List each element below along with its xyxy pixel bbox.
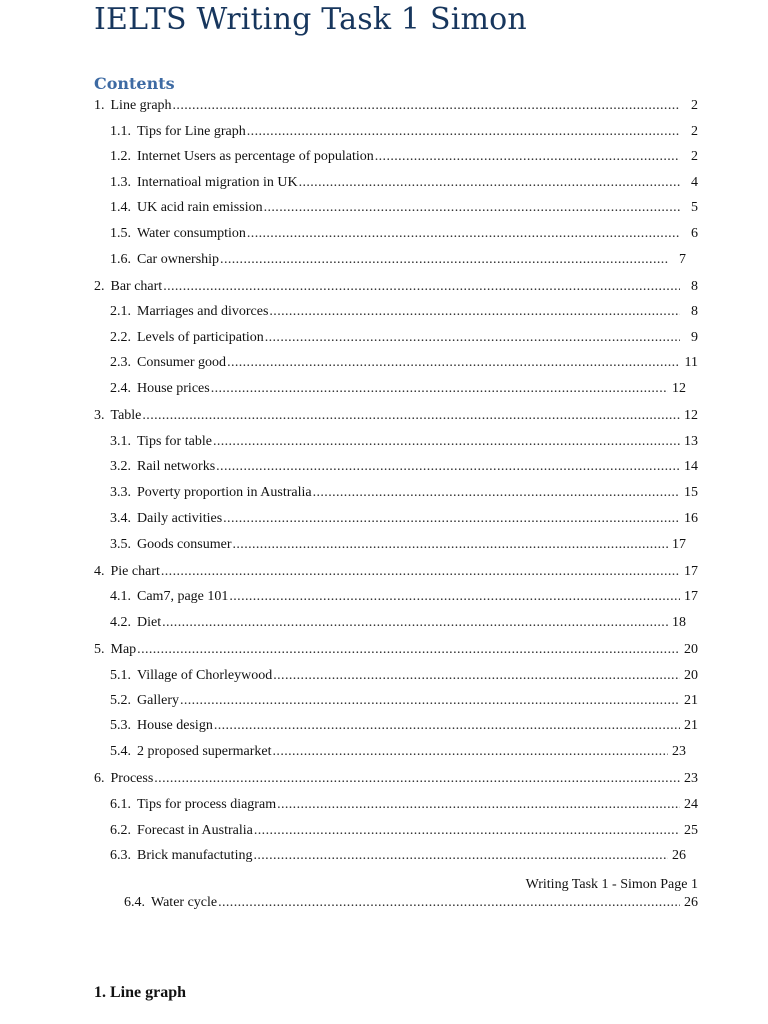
toc-entry-number: 3.5.: [110, 537, 131, 552]
toc-entry-page: 17: [684, 589, 698, 604]
toc-entry-number: 4.1.: [110, 589, 131, 604]
toc-dot-leader: [162, 613, 668, 633]
toc-entry[interactable]: [110, 457, 698, 477]
toc-entry-label: Process: [110, 771, 154, 786]
toc-entry-page: 26: [672, 848, 686, 863]
toc-entry-page: 16: [684, 511, 698, 526]
toc-entry-label: Goods consumer: [137, 537, 232, 552]
toc-entry[interactable]: [110, 509, 698, 529]
toc-entry-page: 23: [684, 771, 698, 786]
toc-entry-number: 2.2.: [110, 330, 131, 345]
toc-entry-number: 6.2.: [110, 823, 131, 838]
toc-entry[interactable]: [110, 302, 698, 322]
toc-dot-leader: [154, 769, 680, 789]
toc-entry-number: 4.2.: [110, 615, 131, 630]
toc-entry-label: Rail networks: [137, 459, 216, 474]
toc-entry-label: Poverty proportion in Australia: [137, 485, 312, 500]
toc-entry-label: Line graph: [110, 98, 172, 113]
toc-entry-page: 21: [684, 693, 698, 708]
toc-entry-page: 20: [684, 668, 698, 683]
toc-entry-number: 1.2.: [110, 149, 131, 164]
toc-entry-number: 6.3.: [110, 848, 131, 863]
toc-dot-leader: [265, 328, 680, 348]
toc-entry-label: Tips for table: [137, 434, 212, 449]
toc-dot-leader: [273, 742, 668, 762]
toc-entry[interactable]: [94, 277, 698, 297]
toc-entry[interactable]: [110, 795, 698, 815]
toc-entry-number: 1.3.: [110, 175, 131, 190]
toc-entry-label: Pie chart: [110, 564, 160, 579]
toc-entry-page: 2: [691, 124, 698, 139]
contents-heading: Contents: [94, 74, 175, 93]
toc-dot-leader: [313, 483, 680, 503]
toc-entry-number: 5.1.: [110, 668, 131, 683]
toc-entry[interactable]: [110, 821, 698, 841]
toc-dot-leader: [211, 379, 668, 399]
toc-entry[interactable]: [110, 846, 686, 866]
toc-dot-leader: [214, 716, 680, 736]
toc-dot-leader: [137, 640, 680, 660]
toc-entry[interactable]: [110, 379, 686, 399]
toc-dot-leader: [229, 587, 680, 607]
toc-entry-number: 2.3.: [110, 355, 131, 370]
toc-entry-number: 1.6.: [110, 252, 131, 267]
toc-entry[interactable]: [110, 742, 686, 762]
toc-entry-page: 23: [672, 744, 686, 759]
toc-entry[interactable]: [110, 250, 686, 270]
toc-entry-page: 11: [684, 355, 698, 370]
toc-entry-page: 14: [684, 459, 698, 474]
section-heading: 1. Line graph: [94, 984, 187, 1001]
toc-entry-page: 13: [684, 434, 698, 449]
toc-entry-number: 5.2.: [110, 693, 131, 708]
toc-entry-label: Bar chart: [110, 279, 163, 294]
toc-entry-label: Village of Chorleywood: [137, 668, 273, 683]
toc-dot-leader: [277, 795, 680, 815]
toc-dot-leader: [227, 353, 680, 373]
toc-entry-number: 1.5.: [110, 226, 131, 241]
toc-entry-page: 9: [691, 330, 698, 345]
toc-entry-label: Diet: [137, 615, 162, 630]
toc-entry[interactable]: [110, 147, 698, 167]
toc-entry-label: Daily activities: [137, 511, 223, 526]
toc-entry-number: 1.: [94, 98, 105, 113]
toc-entry-number: 2.: [94, 279, 105, 294]
toc-entry-page: 24: [684, 797, 698, 812]
toc-entry-number: 5.: [94, 642, 105, 657]
toc-entry-number: 3.2.: [110, 459, 131, 474]
toc-entry-number: 3.: [94, 408, 105, 423]
toc-entry-number: 4.: [94, 564, 105, 579]
toc-entry-number: 6.: [94, 771, 105, 786]
toc-entry-label: Water consumption: [137, 226, 246, 241]
toc-dot-leader: [273, 666, 680, 686]
toc-entry-label: Levels of participation: [137, 330, 264, 345]
toc-entry[interactable]: [124, 893, 698, 913]
toc-dot-leader: [247, 224, 680, 244]
toc-entry-label: 2 proposed supermarket: [137, 744, 272, 759]
toc-entry[interactable]: [110, 613, 686, 633]
toc-entry-page: 8: [691, 304, 698, 319]
toc-entry-number: 6.4.: [124, 895, 145, 910]
toc-entry-label: Forecast in Australia: [137, 823, 253, 838]
toc-dot-leader: [220, 250, 668, 270]
toc-dot-leader: [223, 509, 680, 529]
toc-entry[interactable]: [110, 353, 698, 373]
toc-dot-leader: [269, 302, 680, 322]
toc-entry-page: 18: [672, 615, 686, 630]
toc-dot-leader: [375, 147, 680, 167]
toc-entry[interactable]: [110, 328, 698, 348]
toc-entry[interactable]: [110, 224, 698, 244]
toc-entry-page: 8: [691, 279, 698, 294]
toc-dot-leader: [142, 406, 680, 426]
toc-dot-leader: [264, 198, 680, 218]
toc-entry-label: Gallery: [137, 693, 179, 708]
toc-entry-label: UK acid rain emission: [137, 200, 263, 215]
toc-entry[interactable]: [110, 691, 698, 711]
toc-dot-leader: [213, 432, 680, 452]
toc-entry-label: House prices: [137, 381, 210, 396]
toc-dot-leader: [299, 173, 680, 193]
toc-entry-page: 7: [679, 252, 686, 267]
toc-entry-number: 2.4.: [110, 381, 131, 396]
toc-entry[interactable]: [110, 716, 698, 736]
toc-entry-label: Map: [110, 642, 137, 657]
toc-entry-page: 12: [672, 381, 686, 396]
document-title: IELTS Writing Task 1 Simon: [94, 2, 527, 37]
toc-entry-number: 6.1.: [110, 797, 131, 812]
toc-entry-label: Tips for Line graph: [137, 124, 246, 139]
toc-entry-label: Tips for process diagram: [137, 797, 277, 812]
toc-entry-label: Internatioal migration in UK: [137, 175, 298, 190]
toc-entry-number: 3.3.: [110, 485, 131, 500]
toc-entry-page: 21: [684, 718, 698, 733]
toc-dot-leader: [173, 96, 680, 116]
toc-entry-number: 2.1.: [110, 304, 131, 319]
toc-entry[interactable]: [110, 432, 698, 452]
toc-entry-label: Cam7, page 101: [137, 589, 229, 604]
toc-entry-page: 2: [691, 149, 698, 164]
toc-dot-leader: [254, 821, 680, 841]
toc-entry-number: 5.4.: [110, 744, 131, 759]
toc-entry[interactable]: [94, 640, 698, 660]
toc-entry-page: 17: [672, 537, 686, 552]
toc-entry-number: 1.4.: [110, 200, 131, 215]
toc-entry[interactable]: [110, 666, 698, 686]
toc-entry-label: Water cycle: [151, 895, 218, 910]
toc-dot-leader: [180, 691, 680, 711]
toc-entry-label: Car ownership: [137, 252, 220, 267]
toc-entry-label: Marriages and divorces: [137, 304, 269, 319]
toc-dot-leader: [253, 846, 668, 866]
toc-entry-page: 25: [684, 823, 698, 838]
toc-dot-leader: [163, 277, 680, 297]
toc-entry[interactable]: [110, 535, 686, 555]
toc-entry-number: 3.4.: [110, 511, 131, 526]
toc-entry-number: 3.1.: [110, 434, 131, 449]
toc-entry-page: 5: [691, 200, 698, 215]
toc-entry[interactable]: [94, 96, 698, 116]
toc-dot-leader: [161, 562, 680, 582]
toc-entry[interactable]: [94, 769, 698, 789]
toc-entry-label: Consumer good: [137, 355, 227, 370]
toc-entry[interactable]: [110, 122, 698, 142]
toc-entry-page: 15: [684, 485, 698, 500]
toc-entry-page: 12: [684, 408, 698, 423]
toc-entry-page: 6: [691, 226, 698, 241]
toc-entry-label: Internet Users as percentage of population: [137, 149, 374, 164]
toc-entry-label: Table: [110, 408, 142, 423]
page-footer: Writing Task 1 - Simon Page 1: [525, 877, 698, 892]
toc-entry-page: 20: [684, 642, 698, 657]
toc-dot-leader: [247, 122, 680, 142]
toc-entry[interactable]: [110, 587, 698, 607]
toc-dot-leader: [218, 893, 680, 913]
toc-entry-page: 17: [684, 564, 698, 579]
toc-dot-leader: [233, 535, 669, 555]
toc-entry-label: Brick manufactuting: [137, 848, 253, 863]
toc-entry-number: 5.3.: [110, 718, 131, 733]
toc-dot-leader: [216, 457, 680, 477]
toc-entry-label: House design: [137, 718, 213, 733]
toc-entry[interactable]: [94, 562, 698, 582]
toc-entry[interactable]: [94, 406, 698, 426]
toc-entry[interactable]: [110, 173, 698, 193]
toc-entry-number: 1.1.: [110, 124, 131, 139]
toc-entry-page: 2: [691, 98, 698, 113]
toc-entry-page: 4: [691, 175, 698, 190]
toc-entry-page: 26: [684, 895, 698, 910]
toc-entry[interactable]: [110, 198, 698, 218]
toc-entry[interactable]: [110, 483, 698, 503]
